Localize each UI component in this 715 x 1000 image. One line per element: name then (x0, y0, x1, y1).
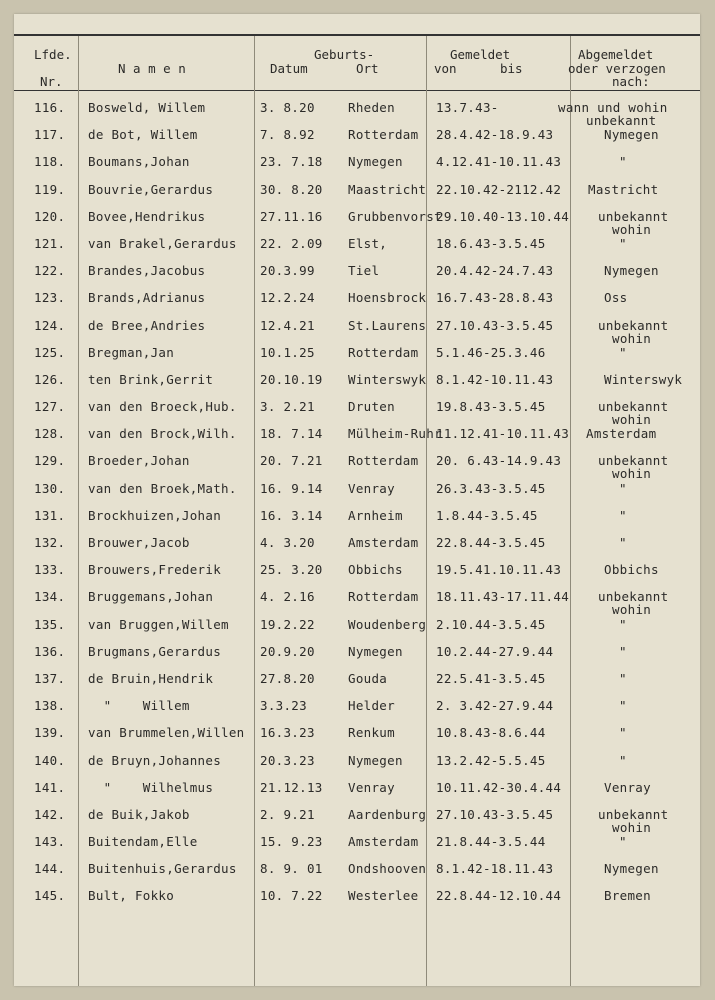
row-number: 144. (34, 861, 66, 877)
row-registration-period: 2.10.44-3.5.45 (436, 616, 546, 632)
row-registration-period: 22.8.44-12.10.44 (436, 888, 562, 904)
row-birth-date: 2. 9.21 (260, 806, 315, 822)
row-departure: " (619, 752, 627, 768)
row-registration-period: 27.10.43-3.5.45 (436, 317, 554, 333)
row-number: 140. (34, 752, 66, 768)
row-departure: " (619, 535, 627, 550)
row-registration-period: 26.3.43-3.5.45 (436, 480, 546, 496)
header-von: von (434, 61, 457, 76)
row-number: 129. (34, 453, 66, 469)
header-oder-verzogen: oder verzogen (568, 61, 666, 76)
header-lfde: Lfde. (34, 47, 72, 62)
row-registration-period: 11.12.41-10.11.43 (436, 426, 570, 442)
table-row (14, 754, 700, 781)
row-registration-period: 13.7.43- (436, 100, 499, 115)
row-number: 136. (34, 643, 66, 659)
row-departure: unbekannt (598, 806, 669, 822)
row-birth-date: 20.3.23 (260, 752, 315, 768)
table-row (14, 237, 700, 264)
table-row (14, 482, 700, 509)
row-name: Boumans,Johan (88, 154, 190, 170)
row-number: 131. (34, 507, 66, 523)
row-name: de Bree,Andries (88, 317, 206, 333)
row-name: Bovee,Hendrikus (88, 208, 206, 224)
row-birth-place: Maastricht (348, 181, 427, 197)
top-rule (14, 34, 700, 36)
row-departure: Nymegen (604, 263, 659, 279)
row-departure-detail: wohin (612, 602, 652, 618)
row-birth-place: Hoensbrock (348, 290, 427, 306)
row-birth-date: 16. 3.14 (260, 507, 323, 523)
row-registration-period: 8.1.42-10.11.43 (436, 371, 554, 387)
header-ort: Ort (356, 61, 379, 76)
row-name: Broeder,Johan (88, 453, 190, 469)
row-registration-period: 22.10.42-2112.42 (436, 181, 562, 197)
header-nach: nach: (612, 74, 650, 89)
row-registration-period: 21.8.44-3.5.44 (436, 834, 546, 850)
row-birth-place: Nymegen (348, 752, 403, 768)
table-row (14, 264, 700, 291)
row-birth-date: 19.2.22 (260, 616, 315, 632)
table-row (14, 726, 700, 753)
row-departure: Obbichs (604, 562, 659, 578)
row-registration-period: 19.5.41.10.11.43 (436, 562, 562, 578)
row-number: 133. (34, 562, 66, 578)
row-number: 125. (34, 344, 66, 360)
row-name: van den Broek,Math. (88, 480, 237, 496)
row-number: 122. (34, 263, 66, 279)
row-birth-place: Rotterdam (348, 344, 419, 360)
row-name: Buitenhuis,Gerardus (88, 861, 237, 877)
row-birth-place: Rheden (348, 100, 395, 115)
row-name: Buitendam,Elle (88, 834, 198, 850)
row-registration-period: 10.2.44-27.9.44 (436, 643, 554, 659)
row-registration-period: 1.8.44-3.5.45 (436, 507, 538, 523)
row-birth-date: 7. 8.92 (260, 127, 315, 143)
row-name: Brandes,Jacobus (88, 263, 206, 279)
row-name: van den Brock,Wilh. (88, 426, 237, 442)
header-geburts: Geburts- (314, 47, 375, 62)
row-number: 141. (34, 779, 66, 795)
row-birth-date: 8. 9. 01 (260, 861, 323, 877)
row-departure-detail: wohin (612, 330, 652, 346)
row-departure-detail: wohin (612, 412, 652, 428)
row-number: 120. (34, 208, 66, 224)
row-departure: Oss (604, 290, 628, 306)
row-number: 117. (34, 127, 66, 143)
registry-card (14, 14, 700, 986)
table-row (14, 563, 700, 590)
table-row (14, 536, 700, 563)
row-birth-place: Venray (348, 779, 395, 795)
row-name: Brockhuizen,Johan (88, 507, 222, 523)
table-row (14, 590, 700, 617)
row-registration-period: 28.4.42-18.9.43 (436, 127, 554, 143)
row-departure: " (619, 507, 627, 523)
table-row (14, 400, 700, 427)
row-name: Bruggemans,Johan (88, 589, 214, 605)
row-departure: unbekannt (598, 317, 669, 333)
row-departure: wann und wohin (558, 100, 668, 115)
table-row (14, 319, 700, 346)
row-departure: " (619, 480, 627, 496)
row-birth-place: Rotterdam (348, 127, 419, 143)
table-row (14, 808, 700, 835)
table-row (14, 291, 700, 318)
row-registration-period: 4.12.41-10.11.43 (436, 154, 562, 170)
row-number: 130. (34, 480, 66, 496)
row-registration-period: 2. 3.42-27.9.44 (436, 698, 554, 714)
row-departure: Mastricht (588, 181, 659, 197)
registry-rows (14, 101, 700, 917)
row-birth-date: 3. 2.21 (260, 399, 315, 415)
row-departure: unbekannt (598, 399, 669, 415)
row-departure-detail: unbekannt (586, 113, 657, 128)
row-name: Brugmans,Gerardus (88, 643, 222, 659)
row-departure: " (619, 154, 627, 170)
row-number: 123. (34, 290, 66, 306)
table-row (14, 454, 700, 481)
row-number: 143. (34, 834, 66, 850)
row-birth-date: 10. 7.22 (260, 888, 323, 904)
table-row (14, 155, 700, 182)
row-birth-date: 3.3.23 (260, 698, 307, 714)
row-birth-place: Grubbenvorst (348, 208, 442, 224)
row-birth-place: Obbichs (348, 562, 403, 578)
row-birth-date: 4. 3.20 (260, 535, 315, 550)
row-registration-period: 20.4.42-24.7.43 (436, 263, 554, 279)
header-nr: Nr. (40, 74, 63, 89)
table-row (14, 862, 700, 889)
row-birth-date: 3. 8.20 (260, 100, 315, 115)
row-birth-place: Aardenburg (348, 806, 427, 822)
row-number: 121. (34, 235, 66, 251)
row-number: 128. (34, 426, 66, 442)
row-birth-place: Helder (348, 698, 395, 714)
row-birth-place: Arnheim (348, 507, 403, 523)
row-birth-place: Winterswyk (348, 371, 427, 387)
row-name: Bult, Fokko (88, 888, 175, 904)
row-birth-place: Druten (348, 399, 395, 415)
row-number: 126. (34, 371, 66, 387)
row-birth-date: 12.2.24 (260, 290, 315, 306)
row-name: Bouvrie,Gerardus (88, 181, 214, 197)
row-name: van Bruggen,Willem (88, 616, 229, 632)
row-birth-place: Ondshooven (348, 861, 427, 877)
row-birth-date: 22. 2.09 (260, 235, 323, 251)
row-registration-period: 13.2.42-5.5.45 (436, 752, 546, 768)
row-name: van den Broeck,Hub. (88, 399, 237, 415)
row-departure-detail: wohin (612, 221, 652, 237)
table-row (14, 509, 700, 536)
row-number: 137. (34, 670, 66, 686)
table-row (14, 183, 700, 210)
row-birth-date: 15. 9.23 (260, 834, 323, 850)
row-number: 127. (34, 399, 66, 415)
row-birth-date: 25. 3.20 (260, 562, 323, 578)
row-departure: Nymegen (604, 127, 659, 143)
row-name: ten Brink,Gerrit (88, 371, 214, 387)
row-birth-date: 20.3.99 (260, 263, 315, 279)
row-name: " Wilhelmus (88, 779, 214, 795)
header-bis: bis (500, 61, 523, 76)
row-birth-place: Woudenberg (348, 616, 427, 632)
row-birth-date: 12.4.21 (260, 317, 315, 333)
row-birth-date: 10.1.25 (260, 344, 315, 360)
row-departure: " (619, 725, 627, 741)
row-birth-date: 16. 9.14 (260, 480, 323, 496)
row-departure: Bremen (604, 888, 651, 904)
row-name: Bosweld, Willem (88, 100, 206, 115)
row-name: Brouwers,Frederik (88, 562, 222, 578)
row-registration-period: 22.5.41-3.5.45 (436, 670, 546, 686)
row-registration-period: 29.10.40-13.10.44 (436, 208, 570, 224)
row-registration-period: 10.11.42-30.4.44 (436, 779, 562, 795)
row-departure-detail: wohin (612, 819, 652, 835)
row-number: 124. (34, 317, 66, 333)
row-registration-period: 19.8.43-3.5.45 (436, 399, 546, 415)
row-departure-detail: wohin (612, 466, 652, 482)
row-birth-date: 20.10.19 (260, 371, 323, 387)
row-registration-period: 22.8.44-3.5.45 (436, 535, 546, 550)
row-departure: " (619, 643, 627, 659)
row-birth-place: Rotterdam (348, 589, 419, 605)
row-departure: Winterswyk (604, 371, 683, 387)
table-row (14, 101, 700, 128)
row-departure: Venray (604, 779, 651, 795)
row-birth-place: Amsterdam (348, 834, 419, 850)
row-number: 138. (34, 698, 66, 714)
row-birth-place: Westerlee (348, 888, 419, 904)
row-name: van Brakel,Gerardus (88, 235, 237, 251)
row-registration-period: 8.1.42-18.11.43 (436, 861, 554, 877)
table-row (14, 346, 700, 373)
row-birth-date: 27.11.16 (260, 208, 323, 224)
row-name: van Brummelen,Willen (88, 725, 245, 741)
row-registration-period: 5.1.46-25.3.46 (436, 344, 546, 360)
row-name: Brouwer,Jacob (88, 535, 190, 550)
row-birth-date: 23. 7.18 (260, 154, 323, 170)
row-departure: unbekannt (598, 589, 669, 605)
row-birth-date: 20. 7.21 (260, 453, 323, 469)
row-birth-date: 18. 7.14 (260, 426, 323, 442)
header-gemeldet: Gemeldet (450, 47, 511, 62)
row-name: Brands,Adrianus (88, 290, 206, 306)
table-row (14, 645, 700, 672)
table-row (14, 672, 700, 699)
row-birth-place: Elst, (348, 235, 388, 251)
row-name: de Bruin,Hendrik (88, 670, 214, 686)
row-name: " Willem (88, 698, 190, 714)
row-birth-date: 21.12.13 (260, 779, 323, 795)
row-registration-period: 18.6.43-3.5.45 (436, 235, 546, 251)
row-number: 139. (34, 725, 66, 741)
row-number: 119. (34, 181, 66, 197)
table-row (14, 699, 700, 726)
row-name: de Bot, Willem (88, 127, 198, 143)
row-registration-period: 27.10.43-3.5.45 (436, 806, 554, 822)
row-number: 116. (34, 100, 66, 115)
table-row (14, 427, 700, 454)
row-departure: " (619, 235, 627, 251)
header-abgemeldet: Abgemeldet (578, 47, 654, 62)
row-departure: Amsterdam (586, 426, 657, 442)
row-registration-period: 16.7.43-28.8.43 (436, 290, 554, 306)
row-departure: Nymegen (604, 861, 659, 877)
row-name: Bregman,Jan (88, 344, 175, 360)
row-number: 132. (34, 535, 66, 550)
table-row (14, 128, 700, 155)
header-namen: N a m e n (118, 61, 186, 76)
header-rule (14, 90, 700, 91)
row-birth-place: Venray (348, 480, 395, 496)
row-number: 134. (34, 589, 66, 605)
row-number: 118. (34, 154, 66, 170)
row-departure: " (619, 616, 627, 632)
row-birth-place: Gouda (348, 670, 388, 686)
row-name: de Bruyn,Johannes (88, 752, 222, 768)
row-birth-place: Renkum (348, 725, 395, 741)
header-datum: Datum (270, 61, 308, 76)
row-departure: " (619, 698, 627, 714)
row-departure: unbekannt (598, 453, 669, 469)
table-row (14, 618, 700, 645)
row-birth-place: Amsterdam (348, 535, 419, 550)
row-birth-date: 4. 2.16 (260, 589, 315, 605)
table-row (14, 835, 700, 862)
row-birth-place: Rotterdam (348, 453, 419, 469)
row-birth-date: 30. 8.20 (260, 181, 323, 197)
row-number: 135. (34, 616, 66, 632)
table-row (14, 889, 700, 916)
row-birth-place: Tiel (348, 263, 380, 279)
table-row (14, 210, 700, 237)
table-row (14, 781, 700, 808)
table-row (14, 373, 700, 400)
row-registration-period: 10.8.43-8.6.44 (436, 725, 546, 741)
row-birth-place: St.Laurens (348, 317, 427, 333)
row-departure: unbekannt (598, 208, 669, 224)
row-name: de Buik,Jakob (88, 806, 190, 822)
row-birth-date: 16.3.23 (260, 725, 315, 741)
row-departure: " (619, 834, 627, 850)
row-birth-date: 20.9.20 (260, 643, 315, 659)
row-birth-place: Nymegen (348, 643, 403, 659)
row-number: 142. (34, 806, 66, 822)
row-birth-date: 27.8.20 (260, 670, 315, 686)
row-birth-place: Mülheim-Ruhr (348, 426, 442, 442)
row-departure: " (619, 670, 627, 686)
row-departure: " (619, 344, 627, 360)
row-registration-period: 18.11.43-17.11.44 (436, 589, 570, 605)
row-number: 145. (34, 888, 66, 904)
row-birth-place: Nymegen (348, 154, 403, 170)
row-registration-period: 20. 6.43-14.9.43 (436, 453, 562, 469)
